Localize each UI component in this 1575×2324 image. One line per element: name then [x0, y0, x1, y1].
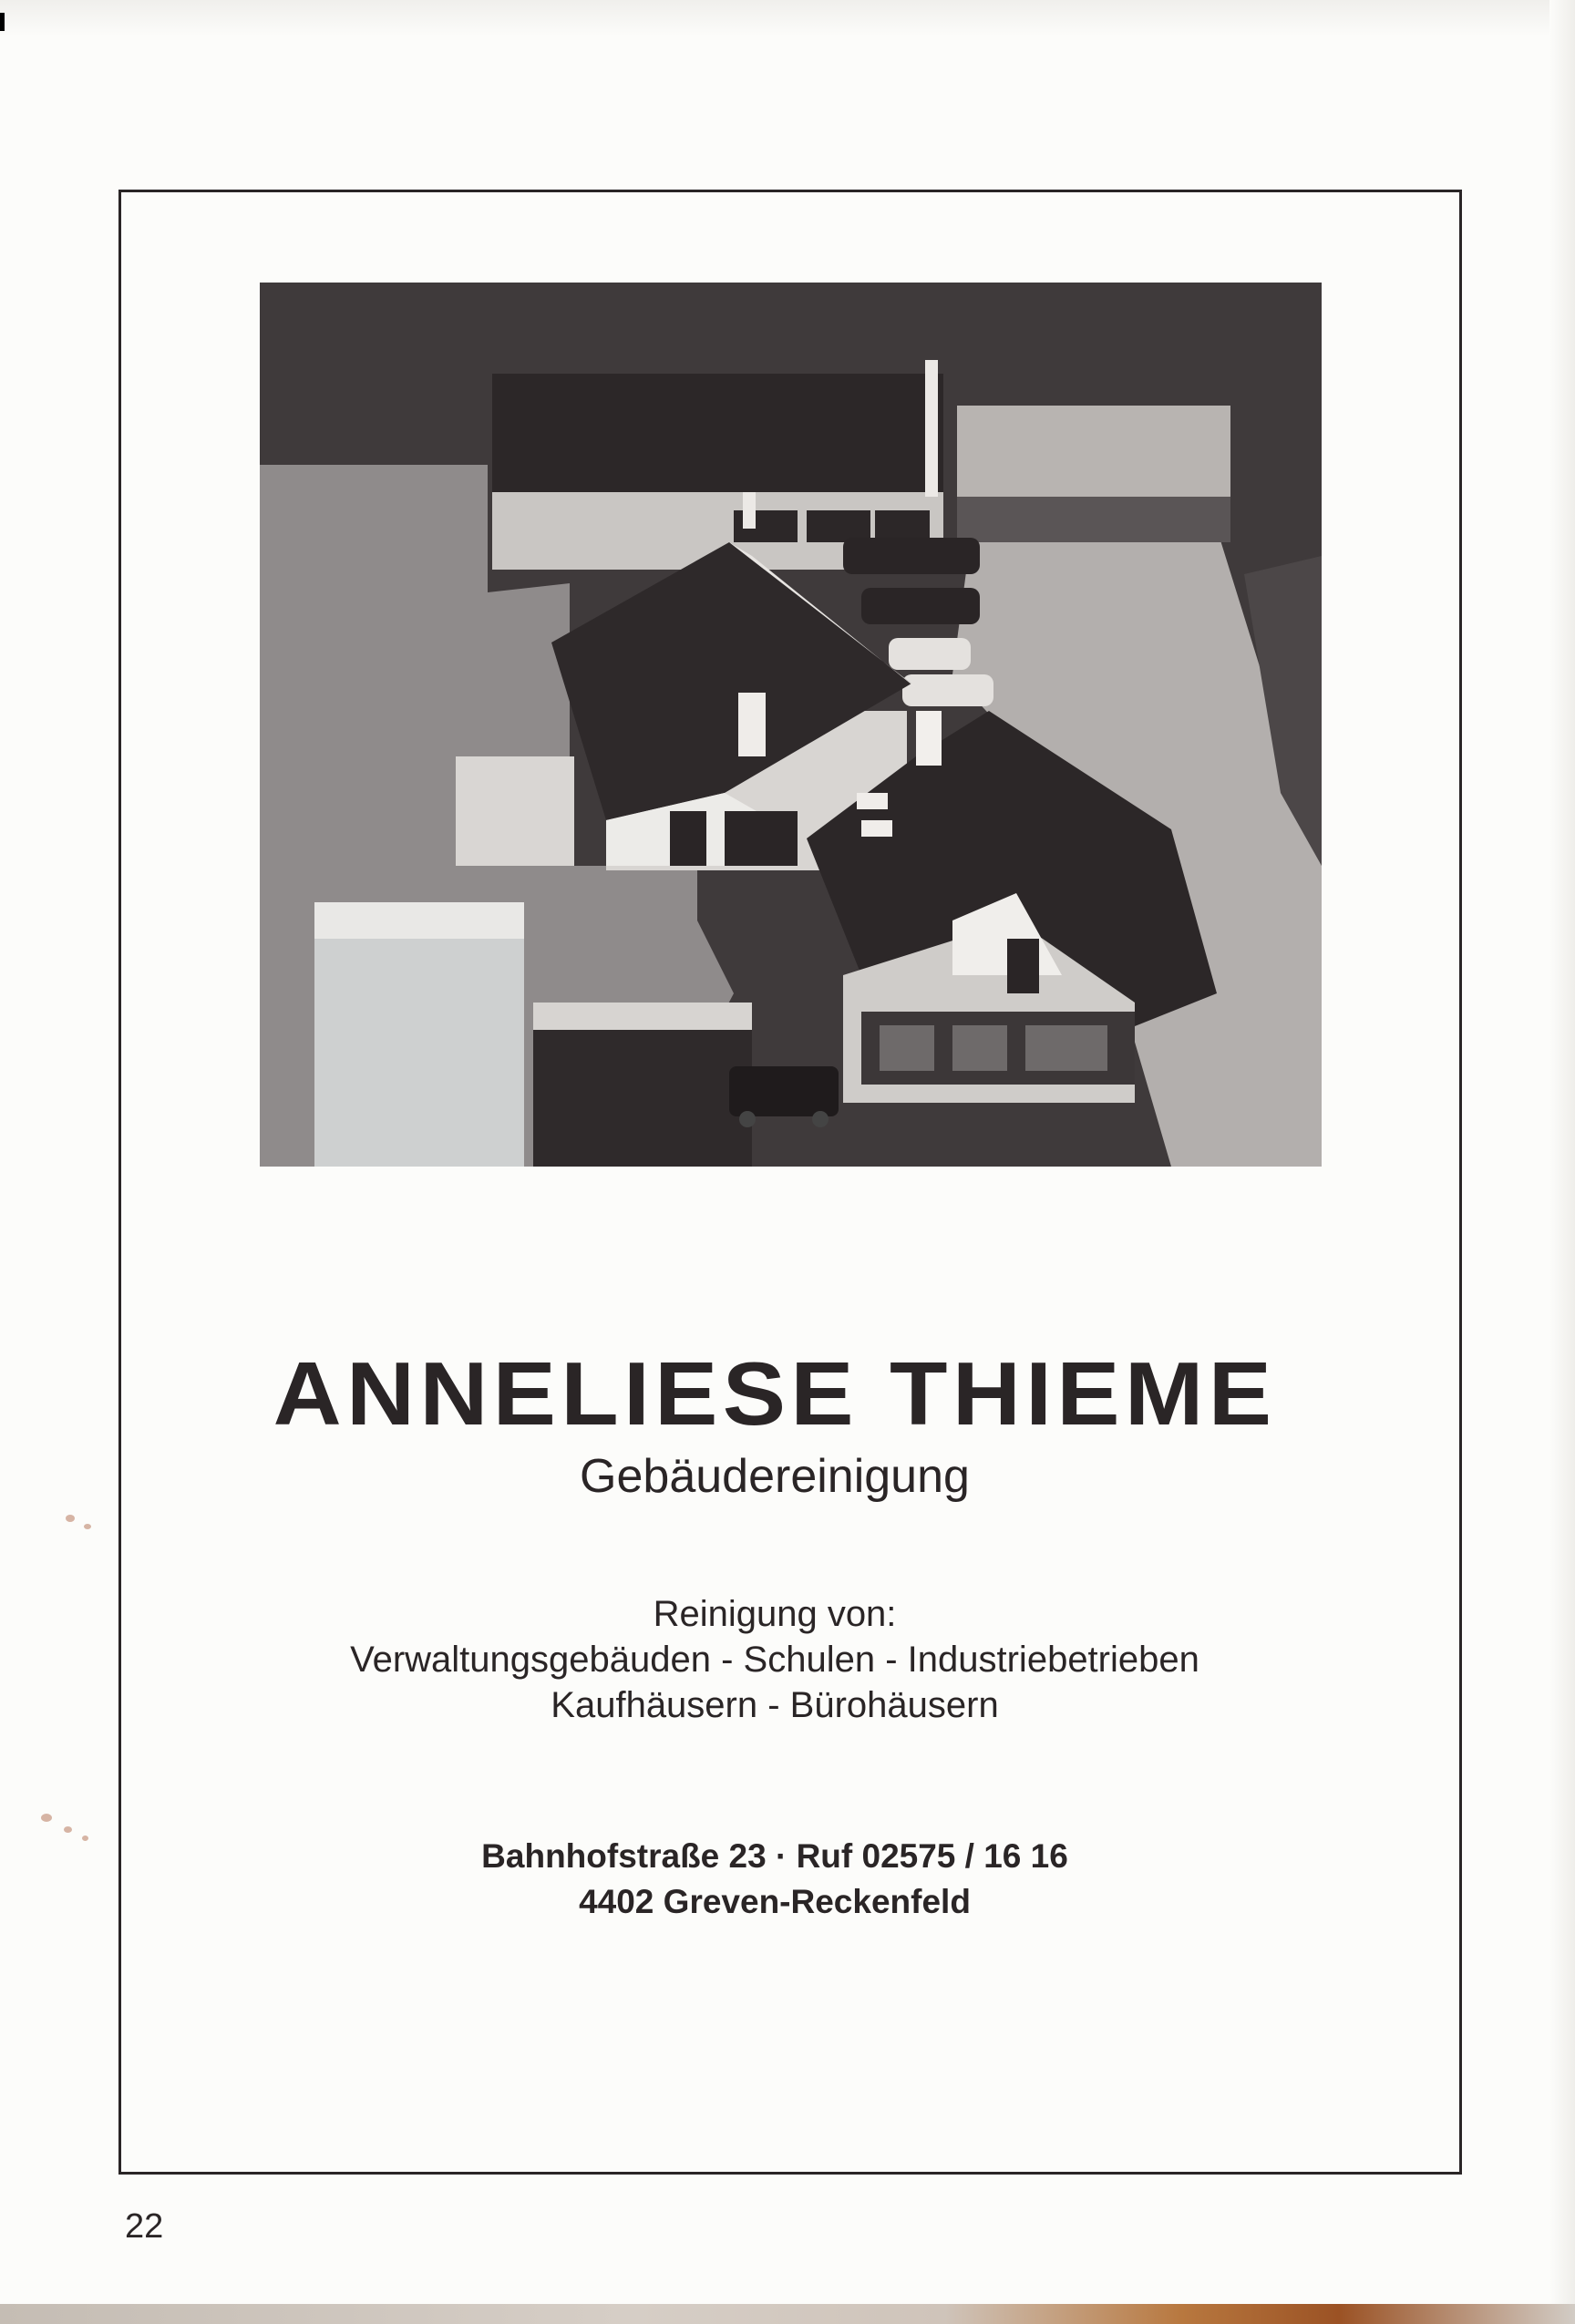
page-number: 22 [125, 2207, 164, 2246]
scan-top-edge [0, 0, 1575, 36]
contact-block [182, 1834, 1367, 1925]
aerial-photo-illustration [260, 283, 1322, 1167]
paper-stain [64, 1826, 72, 1833]
services-heading: Reinigung von: [653, 1594, 897, 1634]
paper-stain [41, 1814, 52, 1822]
page-curve-edge [1549, 0, 1575, 2304]
services-line: Kaufhäusern - Bürohäusern [551, 1685, 999, 1725]
services-line: Verwaltungsgebäuden - Schulen - Industriebetrieben [350, 1640, 1199, 1680]
company-name: ANNELIESE THIEME [273, 1343, 1277, 1444]
scan-mark [0, 13, 5, 31]
aerial-photo-building [260, 283, 1322, 1167]
company-type: Gebäudereinigung [580, 1450, 970, 1503]
city-line: 4402 Greven-Reckenfeld [579, 1883, 971, 1920]
paper-stain [84, 1524, 91, 1529]
paper-stain [66, 1515, 75, 1522]
services-block [182, 1591, 1367, 1728]
address-phone-line: Bahnhofstraße 23 · Ruf 02575 / 16 16 [481, 1837, 1068, 1875]
paper-stain [82, 1836, 88, 1841]
scan-bottom-edge [0, 2304, 1575, 2324]
